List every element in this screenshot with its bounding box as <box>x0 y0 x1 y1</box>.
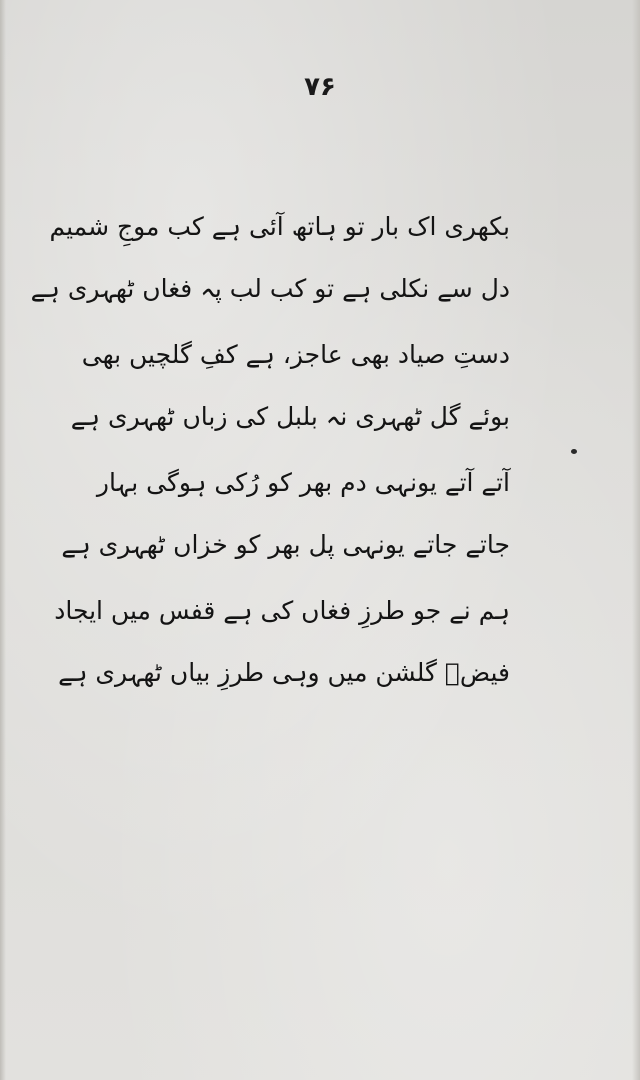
page-edge-left <box>0 0 6 1080</box>
verse-line: ہم نے جو طرزِ فغاں کی ہے قفس میں ایجاد <box>54 596 510 625</box>
couplet-4 <box>54 580 510 704</box>
couplet-2 <box>70 324 510 448</box>
verse-line: آتے آتے یونہی دم بھر کو رُکی ہوگی بہار <box>96 468 510 497</box>
ink-speck <box>571 449 577 454</box>
couplet-3 <box>61 452 510 576</box>
verse-line: بکھری اک بار تو ہاتھ آئی ہے کب موجِ شمیم <box>49 212 510 241</box>
page-edge-right <box>632 0 640 1080</box>
poem <box>30 196 510 708</box>
page-number: ۷۶ <box>304 72 336 102</box>
couplet-1 <box>30 196 510 320</box>
verse-line: بوئے گل ٹھہری نہ بلبل کی زباں ٹھہری ہے <box>70 402 510 431</box>
verse-line: دستِ صیاد بھی عاجز، ہے کفِ گلچیں بھی <box>81 340 510 369</box>
verse-line: جاتے جاتے یونہی پل بھر کو خزاں ٹھہری ہے <box>61 530 510 559</box>
verse-line: فیضؔ گلشن میں وہی طرزِ بیاں ٹھہری ہے <box>58 658 510 687</box>
verse-line: دل سے نکلی ہے تو کب لب پہ فغاں ٹھہری ہے <box>30 274 510 303</box>
